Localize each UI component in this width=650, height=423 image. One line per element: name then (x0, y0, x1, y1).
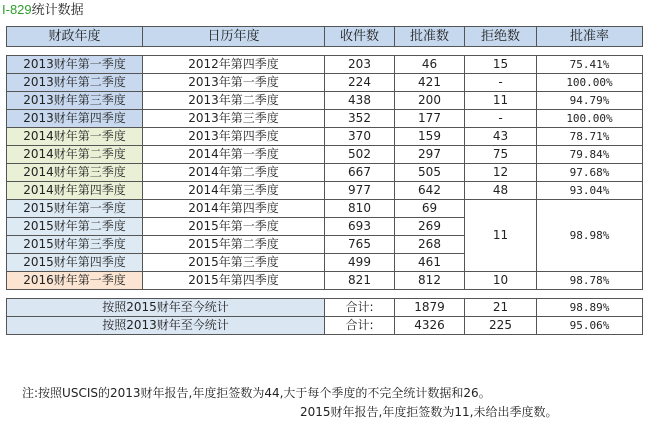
approved-cell: 812 (395, 272, 465, 290)
approved-cell: 69 (395, 200, 465, 218)
table-row (7, 74, 643, 92)
fy2015-denied-merged-cell: 11 (465, 200, 537, 272)
summary-approved: 1879 (395, 299, 465, 317)
fiscal-year-cell: 2015财年第四季度 (7, 254, 143, 272)
summary-denied: 225 (465, 317, 537, 335)
received-cell: 438 (325, 92, 395, 110)
fiscal-year-cell: 2013财年第一季度 (7, 56, 143, 74)
denied-cell: - (465, 74, 537, 92)
fiscal-year-cell: 2015财年第二季度 (7, 218, 143, 236)
fiscal-year-cell: 2015财年第三季度 (7, 236, 143, 254)
header-row (7, 27, 643, 47)
received-cell: 693 (325, 218, 395, 236)
approval-rate-cell: 97.68% (537, 164, 643, 182)
fy2015-rate-merged-cell: 98.98% (537, 200, 643, 272)
table-row (7, 146, 643, 164)
calendar-year-cell: 2013年第一季度 (143, 74, 325, 92)
calendar-year-cell: 2013年第二季度 (143, 92, 325, 110)
calendar-year-cell: 2012年第四季度 (143, 56, 325, 74)
approval-rate-cell: 75.41% (537, 56, 643, 74)
header-denied: 拒绝数 (465, 27, 537, 47)
table-row (7, 200, 643, 218)
summary-total-label: 合计: (325, 317, 395, 335)
received-cell: 224 (325, 74, 395, 92)
fiscal-year-cell: 2014财年第四季度 (7, 182, 143, 200)
header-fiscal-year: 财政年度 (7, 27, 143, 47)
footnote-line-1: 注:按照USCIS的2013财年报告,年度拒签数为44,大于每个季度的不完全统计数据和26。 (22, 386, 491, 400)
title-text: 统计数据 (31, 3, 84, 18)
summary-row-2013 (7, 317, 643, 335)
header-received: 收件数 (325, 27, 395, 47)
denied-cell: 12 (465, 164, 537, 182)
approved-cell: 177 (395, 110, 465, 128)
received-cell: 977 (325, 182, 395, 200)
approval-rate-cell: 94.79% (537, 92, 643, 110)
calendar-year-cell: 2014年第三季度 (143, 182, 325, 200)
received-cell: 502 (325, 146, 395, 164)
summary-label: 按照2015财年至今统计 (7, 299, 325, 317)
calendar-year-cell: 2015年第一季度 (143, 218, 325, 236)
approved-cell: 461 (395, 254, 465, 272)
statistics-table (6, 26, 643, 335)
summary-approved: 4326 (395, 317, 465, 335)
fiscal-year-cell: 2014财年第三季度 (7, 164, 143, 182)
received-cell: 810 (325, 200, 395, 218)
page-title (2, 1, 84, 19)
approved-cell: 421 (395, 74, 465, 92)
approved-cell: 297 (395, 146, 465, 164)
denied-cell: 15 (465, 56, 537, 74)
received-cell: 370 (325, 128, 395, 146)
table-row (7, 164, 643, 182)
summary-denied: 21 (465, 299, 537, 317)
approved-cell: 46 (395, 56, 465, 74)
calendar-year-cell: 2015年第四季度 (143, 272, 325, 290)
summary-total-label: 合计: (325, 299, 395, 317)
summary-row-2015 (7, 299, 643, 317)
approved-cell: 642 (395, 182, 465, 200)
header-approval-rate: 批准率 (537, 27, 643, 47)
table-row (7, 110, 643, 128)
approved-cell: 269 (395, 218, 465, 236)
table-row (7, 272, 643, 290)
denied-cell: 48 (465, 182, 537, 200)
approved-cell: 268 (395, 236, 465, 254)
summary-rate: 95.06% (537, 317, 643, 335)
denied-cell: - (465, 110, 537, 128)
form-code: I-829 (2, 2, 32, 17)
calendar-year-cell: 2014年第二季度 (143, 164, 325, 182)
calendar-year-cell: 2013年第四季度 (143, 128, 325, 146)
fiscal-year-cell: 2016财年第一季度 (7, 272, 143, 290)
header-calendar-year: 日历年度 (143, 27, 325, 47)
table-row (7, 56, 643, 74)
footnote (22, 384, 642, 422)
calendar-year-cell: 2015年第三季度 (143, 254, 325, 272)
received-cell: 821 (325, 272, 395, 290)
fiscal-year-cell: 2013财年第四季度 (7, 110, 143, 128)
denied-cell: 10 (465, 272, 537, 290)
table-row (7, 128, 643, 146)
denied-cell: 43 (465, 128, 537, 146)
fiscal-year-cell: 2014财年第一季度 (7, 128, 143, 146)
received-cell: 765 (325, 236, 395, 254)
summary-rate: 98.89% (537, 299, 643, 317)
summary-label: 按照2013财年至今统计 (7, 317, 325, 335)
approval-rate-cell: 100.00% (537, 110, 643, 128)
approval-rate-cell: 78.71% (537, 128, 643, 146)
received-cell: 352 (325, 110, 395, 128)
calendar-year-cell: 2013年第三季度 (143, 110, 325, 128)
fiscal-year-cell: 2015财年第一季度 (7, 200, 143, 218)
calendar-year-cell: 2014年第四季度 (143, 200, 325, 218)
received-cell: 203 (325, 56, 395, 74)
approval-rate-cell: 79.84% (537, 146, 643, 164)
approved-cell: 200 (395, 92, 465, 110)
table-row (7, 182, 643, 200)
calendar-year-cell: 2015年第二季度 (143, 236, 325, 254)
approval-rate-cell: 98.78% (537, 272, 643, 290)
fiscal-year-cell: 2014财年第二季度 (7, 146, 143, 164)
spacer-row (7, 290, 643, 299)
spacer-row (7, 47, 643, 56)
footnote-line-2: 2015财年报告,年度拒签数为11,未给出季度数。 (300, 405, 558, 419)
approval-rate-cell: 100.00% (537, 74, 643, 92)
denied-cell: 11 (465, 92, 537, 110)
received-cell: 499 (325, 254, 395, 272)
denied-cell: 75 (465, 146, 537, 164)
header-approved: 批准数 (395, 27, 465, 47)
approved-cell: 159 (395, 128, 465, 146)
approved-cell: 505 (395, 164, 465, 182)
calendar-year-cell: 2014年第一季度 (143, 146, 325, 164)
table-row (7, 92, 643, 110)
approval-rate-cell: 93.04% (537, 182, 643, 200)
fiscal-year-cell: 2013财年第三季度 (7, 92, 143, 110)
fiscal-year-cell: 2013财年第二季度 (7, 74, 143, 92)
received-cell: 667 (325, 164, 395, 182)
